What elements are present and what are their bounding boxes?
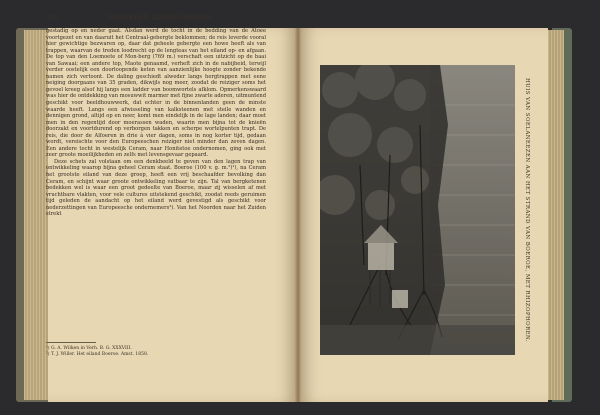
- footnote-rule: [46, 342, 96, 343]
- footnotes: [46, 346, 266, 358]
- book-gutter: [295, 28, 301, 402]
- photo-illustration: [320, 65, 515, 355]
- left-page-body: [46, 28, 266, 218]
- footnote: ²) T. J. Willer. Het eiland Boeroe. Amst. 1858.: [46, 352, 149, 357]
- plate-caption-text: HUIS VAN SOELANEEZEN AAN HET STRAND VAN BOEROE, MET RHIZOPHOREN.: [524, 77, 530, 343]
- photo-plate: [320, 65, 515, 355]
- page-edges-right: [548, 30, 564, 400]
- paragraph: Deze schets zal volstaan om een denkbeeld te geven van den lagen trap van ontwikkeling waarop bijna geheel Ceram staat. Boeroe (100 v. g. m.²)¹), na Ceram het grootste eiland van deze groep, heeft een vrij beschaafder bevolking dan Ceram, en schijnt waar groote ontwikkeling vatbaar te zijn. Tal van bergketenen bedekken wel is waar een groot gedeelte van Boeroe, maar zij wisselen af met vruchtbare vlakten, voor vele cultures uitstekend geschikt, zoodat reeds geruimen tijd geleden de aandacht op het eiland werd gevestigd als geschikt voor nederzettingen van Europeesche ondernemers²). Van het Noorden naar het Zuiden strekt: [46, 158, 266, 218]
- plate-caption: [521, 62, 531, 358]
- running-head: MOLUKKEN. ZESDE AMBOINA.: [108, 14, 215, 21]
- page-number: 362: [46, 14, 59, 21]
- footnote: ¹) G. A. Wilken in Verh. B. G. XXXVIII.: [46, 346, 132, 351]
- paragraph: gestadig op en neder gaat. Alsdan werd de tocht in de bedding van de Atoee voortgezet en van daaruit het Centraal-gebergte beklommen; de reis leverde vooral hier gewichtige bezwaren op, daar dat geheele gebergte een howe heeft als van trappen, waarvan de treden loodrecht op de lengteas van het eiland op- en afgaan. De top van den Loemoete of Mon-berg (769 m.) verschaft een uitzicht op de baai van Sawaai; een andere top, Maote genaamd, verheft zich in de nabijheid, terwijl verder oostelijk een doorloopende keten van aanzienlijke hoogte zonder bekende namen zich vertoont. De daling geschiedt alweder langs hergtrappen met eene neiging doorgaans van 35 graden, dikwijls nog meer, zoodat de reiziger soms het gevoel kreeg alsof hij langs een ladder van boomwortels afklom. Opmerkenswaard was hier de ontdekking van mosuwwit marmer met fijne zwarte aderen, uitmuntend geschikt voor beeldhouwwerk, dat echter in de binnenlanden geen de minste waarde heeft. Langs een afwisseling van kalksteenen met steile wanden en dennigen grond, altijd op en neer, komt men eindelijk in de lage landen; daar moet men in den regentijd door moerassen waden, waarin men bijna tot de knieën doorzakt en voortdurend op verborgen takken en scherpe wortelpunten trapt. De reis, die door de Alfoeren in drie à vier dagen, soms in nog korter tijd, gedaan wordt, vereischte voor den Europeeschen reiziger niet minder dan zeven dagen. Een andere tocht in westelijk Ceram, naar Honitetoe ondernomen, ging ook met zeer groote moeilijkheden en zelfs met levensgevaar gepaard.: [46, 28, 266, 159]
